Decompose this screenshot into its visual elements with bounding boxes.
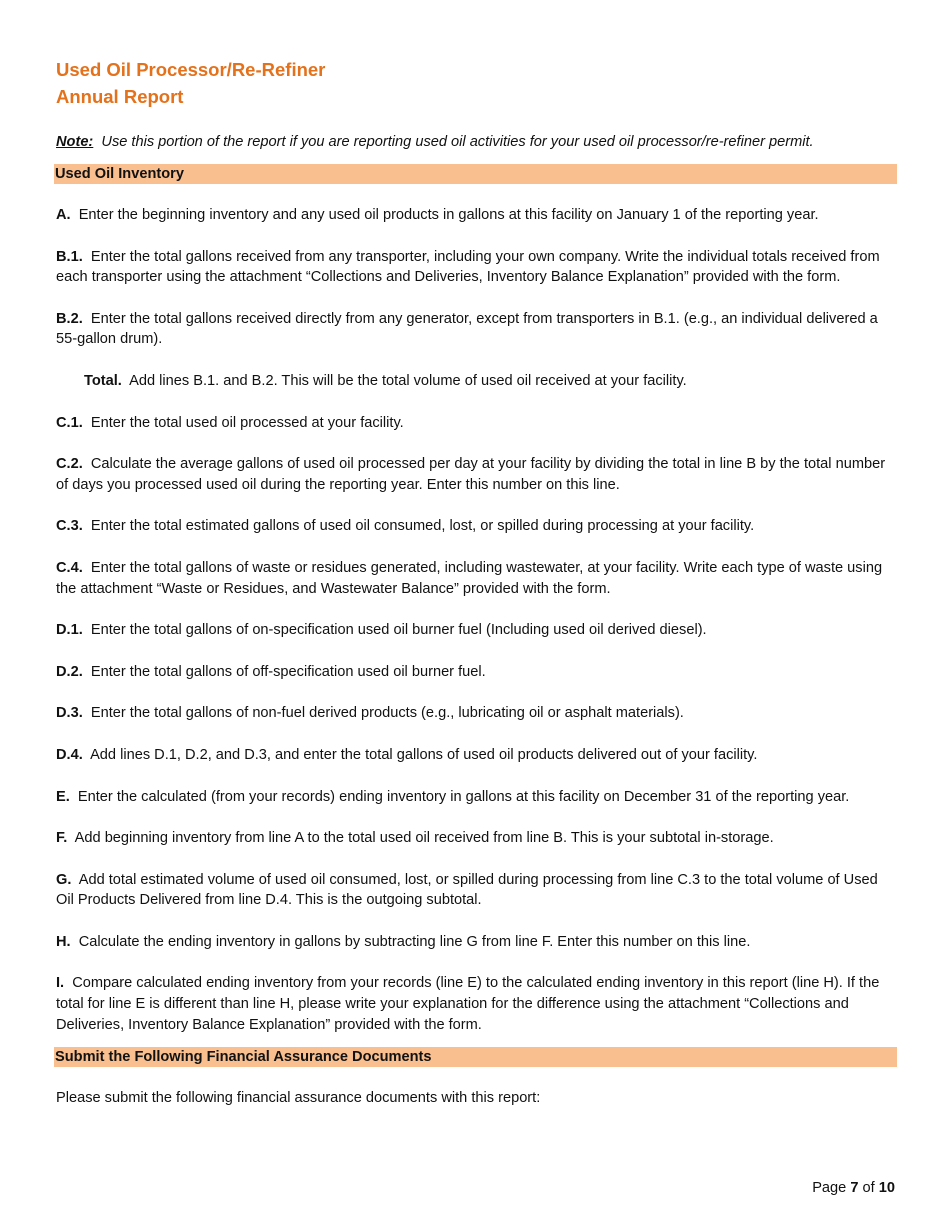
- item-g: G. Add total estimated volume of used oil consumed, lost, or spilled during processing from line C.3 to the total volume of Used Oil Products Delivered from line D.4. This is the outgoing subtotal.: [56, 871, 878, 909]
- item-e: E. Enter the calculated (from your records) ending inventory in gallons at this facility on December 31 of the reporting year.: [56, 788, 850, 805]
- item-b1: B.1. Enter the total gallons received from any transporter, including your own company. Write the individual totals received from each transporter using the attachment “Collections and Deliveries, Inventory Balance Explanation” provided with the form.: [56, 248, 880, 286]
- note-text: Use this portion of the report if you are reporting used oil activities for your used oil processor/re-refiner permit.: [101, 134, 814, 150]
- item-c2: C.2. Calculate the average gallons of used oil processed per day at your facility by dividing the total in line B by the total number of days you processed used oil during the reporting year. Enter this number on this line.: [56, 456, 886, 493]
- note-label: Note:: [56, 134, 94, 150]
- item-a: A. Enter the beginning inventory and any used oil products in gallons at this facility on January 1 of the reporting year.: [56, 207, 819, 223]
- item-d2: D.2. Enter the total gallons of off-specification used oil burner fuel.: [56, 663, 486, 680]
- item-h: H. Calculate the ending inventory in gallons by subtracting line G from line F. Enter this number on this line.: [56, 933, 751, 950]
- item-c3: C.3. Enter the total estimated gallons of used oil consumed, lost, or spilled during processing at your facility.: [56, 518, 755, 535]
- item-c1: C.1. Enter the total used oil processed at your facility.: [56, 414, 404, 431]
- note: [56, 132, 896, 152]
- page-number: Page 7 of 10: [812, 1180, 895, 1196]
- item-i: I. Compare calculated ending inventory from your records (line E) to the calculated ending inventory in this report (line H). If the total for line E is different than line H, please write your explanation for the difference using the attachment “Collections and Deliveries, Inventory Balance Explanation” provided with the form.: [56, 975, 880, 1033]
- item-f: F. Add beginning inventory from line A to the total used oil received from line B. This is your subtotal in-storage.: [56, 830, 774, 847]
- item-b2: B.2. Enter the total gallons received directly from any generator, except from transporters in B.1. (e.g., an individual delivered a 55-gallon drum).: [56, 310, 878, 348]
- item-d1: D.1. Enter the total gallons of on-specification used oil burner fuel (Including used oil derived diesel).: [56, 622, 707, 639]
- item-c4: C.4. Enter the total gallons of waste or residues generated, including wastewater, at your facility. Write each type of waste using the attachment “Waste or Residues, and Wastewater Balance” provided with the form.: [56, 559, 883, 597]
- item-d3: D.3. Enter the total gallons of non-fuel derived products (e.g., lubricating oil or asphalt materials).: [56, 705, 684, 722]
- document-page: [56, 56, 896, 1109]
- item-total: Total. Add lines B.1. and B.2. This will be the total volume of used oil received at your facility.: [84, 372, 687, 389]
- section-heading-inventory: Used Oil Inventory: [54, 164, 897, 184]
- financial-intro-text: Please submit the following financial assurance documents with this report:: [56, 1090, 541, 1107]
- title-line-2: Annual Report: [56, 86, 184, 107]
- item-d4: D.4. Add lines D.1, D.2, and D.3, and enter the total gallons of used oil products delivered out of your facility.: [56, 746, 758, 763]
- section-heading-financial: Submit the Following Financial Assurance Documents: [54, 1047, 897, 1067]
- title-line-1: Used Oil Processor/Re-Refiner: [56, 59, 326, 80]
